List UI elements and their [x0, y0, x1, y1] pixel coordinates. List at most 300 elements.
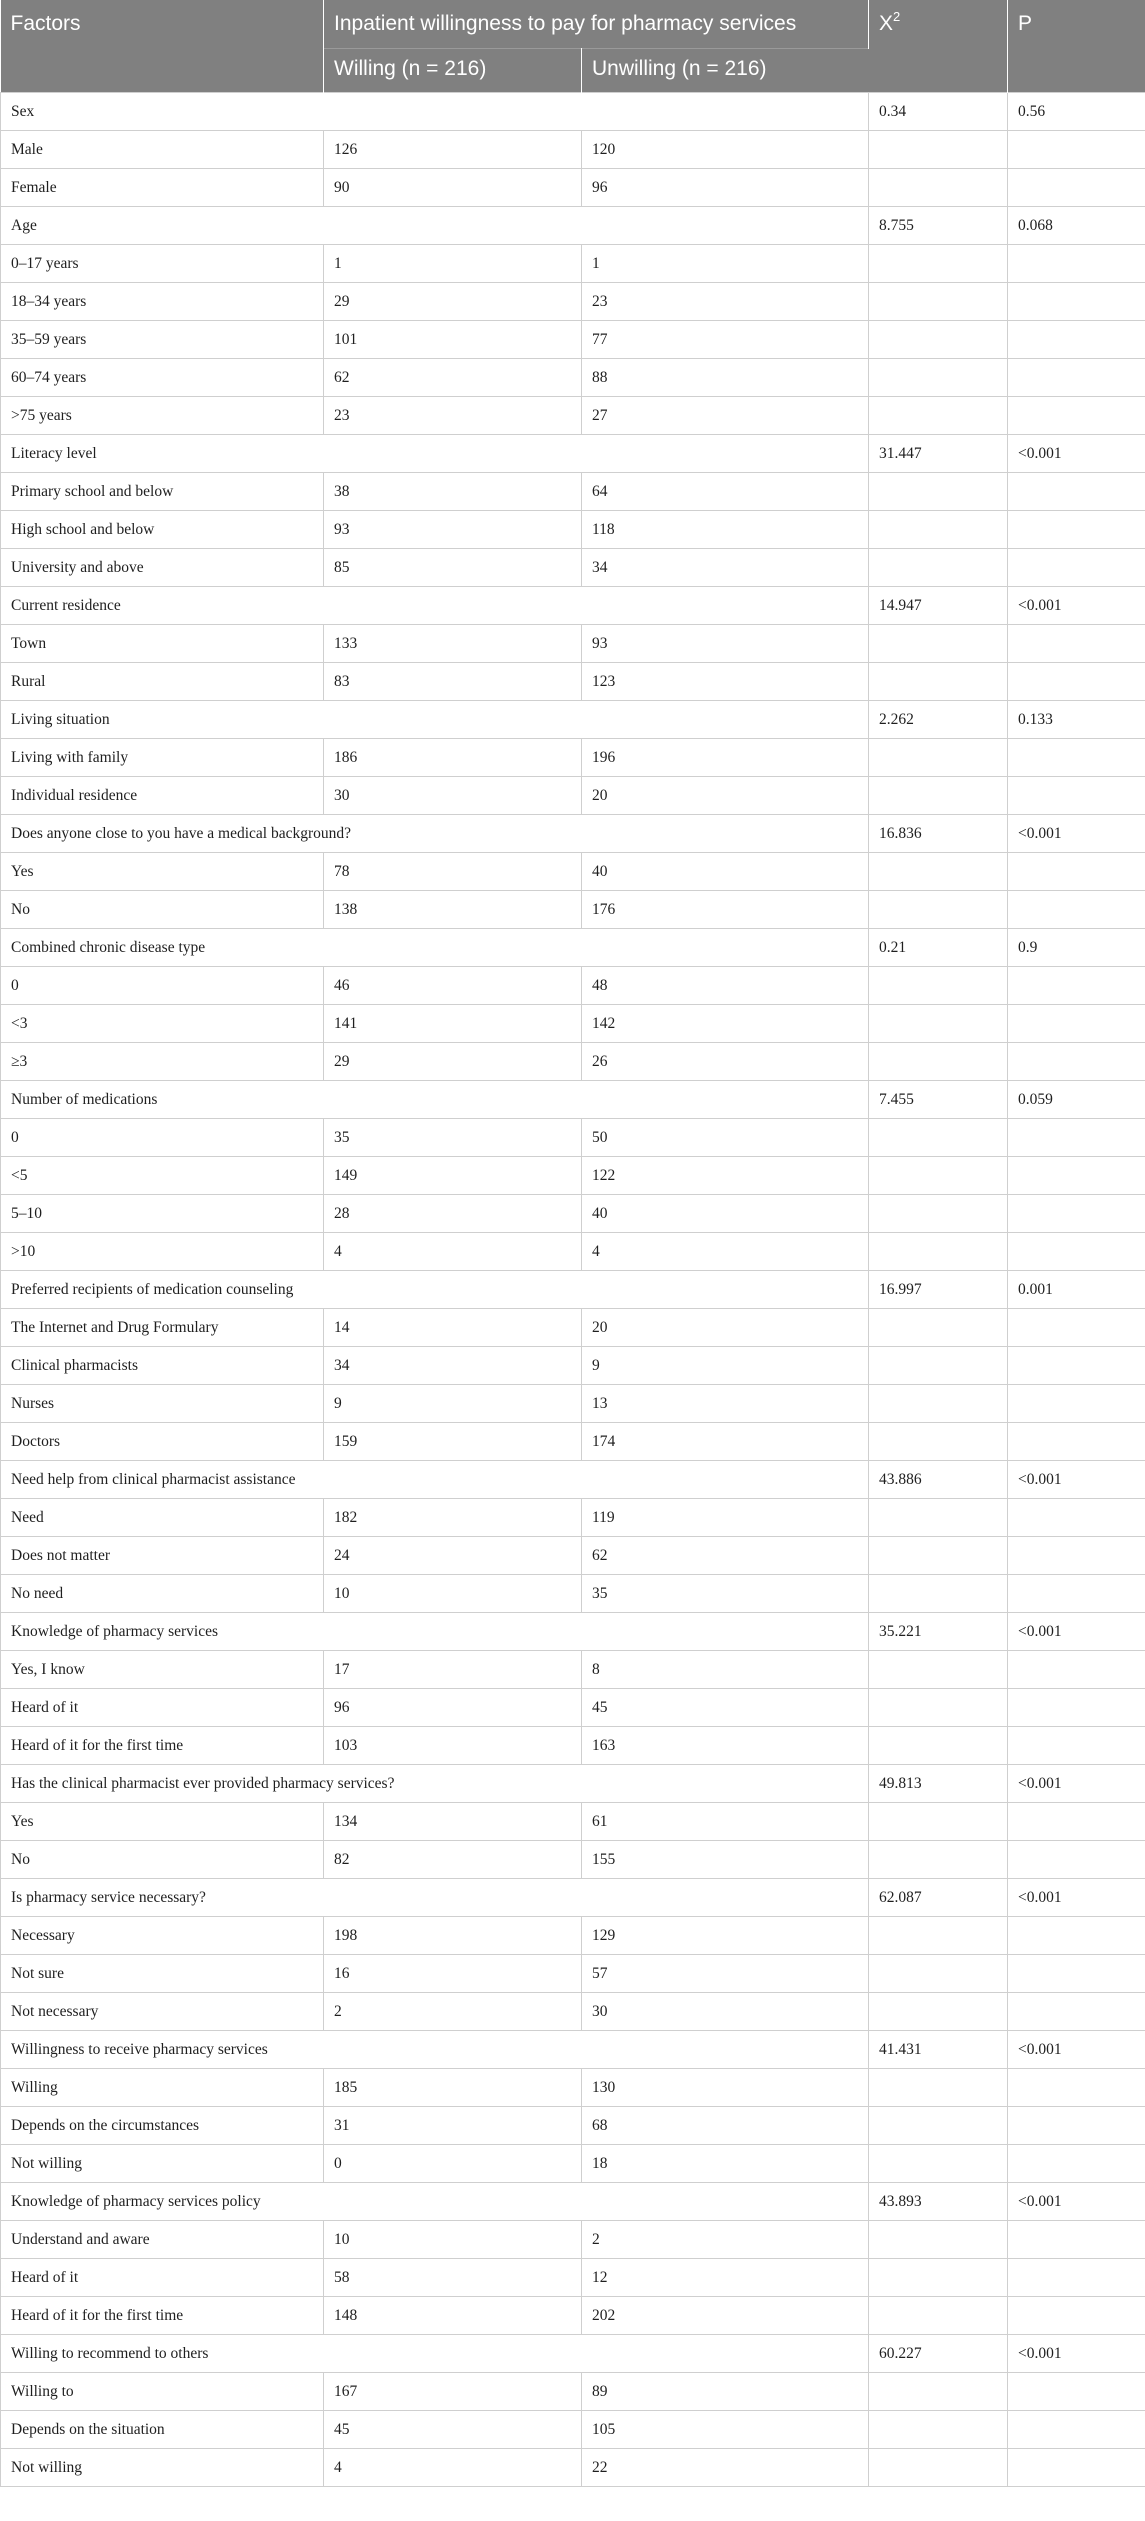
factor-group-row [1, 2335, 1145, 2373]
unwilling-count: 120 [582, 131, 869, 169]
empty-cell [869, 2069, 1008, 2107]
willing-count: 10 [324, 2221, 582, 2259]
empty-cell [869, 2411, 1008, 2449]
empty-cell [1008, 1841, 1145, 1879]
category-label: Nurses [1, 1385, 324, 1423]
willing-count: 10 [324, 1575, 582, 1613]
empty-cell [869, 169, 1008, 207]
willing-count: 14 [324, 1309, 582, 1347]
willing-count: 28 [324, 1195, 582, 1233]
table-row [1, 967, 1145, 1005]
willing-count: 83 [324, 663, 582, 701]
p-value: <0.001 [1008, 2183, 1145, 2221]
willing-count: 198 [324, 1917, 582, 1955]
table-row [1, 473, 1145, 511]
chi-square-value: 16.997 [869, 1271, 1008, 1309]
empty-cell [1008, 2221, 1145, 2259]
category-label: Willing [1, 2069, 324, 2107]
factor-label: Is pharmacy service necessary? [1, 1879, 869, 1917]
empty-cell [1008, 321, 1145, 359]
unwilling-count: 142 [582, 1005, 869, 1043]
willing-count: 96 [324, 1689, 582, 1727]
willing-count: 90 [324, 169, 582, 207]
category-label: <5 [1, 1157, 324, 1195]
empty-cell [1008, 1917, 1145, 1955]
table-row [1, 1309, 1145, 1347]
category-label: >10 [1, 1233, 324, 1271]
empty-cell [1008, 1347, 1145, 1385]
unwilling-count: 34 [582, 549, 869, 587]
factor-label: Has the clinical pharmacist ever provided pharmacy services? [1, 1765, 869, 1803]
empty-cell [869, 283, 1008, 321]
table-row [1, 1157, 1145, 1195]
empty-cell [869, 1195, 1008, 1233]
empty-cell [869, 1955, 1008, 1993]
willing-count: 93 [324, 511, 582, 549]
willing-count: 82 [324, 1841, 582, 1879]
category-label: 35–59 years [1, 321, 324, 359]
p-value: 0.068 [1008, 207, 1145, 245]
empty-cell [869, 1651, 1008, 1689]
factor-group-row [1, 1765, 1145, 1803]
empty-cell [869, 1575, 1008, 1613]
chi-square-value: 62.087 [869, 1879, 1008, 1917]
p-value: <0.001 [1008, 815, 1145, 853]
empty-cell [1008, 1195, 1145, 1233]
willing-count: 23 [324, 397, 582, 435]
empty-cell [1008, 1043, 1145, 1081]
factor-group-row [1, 1879, 1145, 1917]
category-label: Understand and aware [1, 2221, 324, 2259]
willing-count: 31 [324, 2107, 582, 2145]
factor-label: Willingness to receive pharmacy services [1, 2031, 869, 2069]
willing-count: 78 [324, 853, 582, 891]
empty-cell [1008, 1119, 1145, 1157]
factor-group-row [1, 1461, 1145, 1499]
unwilling-count: 155 [582, 1841, 869, 1879]
empty-cell [1008, 625, 1145, 663]
willing-column-header: Willing (n = 216) [324, 49, 582, 93]
unwilling-count: 23 [582, 283, 869, 321]
factor-group-row [1, 207, 1145, 245]
empty-cell [869, 1727, 1008, 1765]
empty-cell [1008, 131, 1145, 169]
table-row [1, 777, 1145, 815]
table-row [1, 359, 1145, 397]
unwilling-count: 40 [582, 1195, 869, 1233]
unwilling-count: 18 [582, 2145, 869, 2183]
willing-count: 149 [324, 1157, 582, 1195]
p-value: <0.001 [1008, 435, 1145, 473]
chi-square-value: 8.755 [869, 207, 1008, 245]
willing-count: 141 [324, 1005, 582, 1043]
table-row [1, 625, 1145, 663]
factor-group-row [1, 2183, 1145, 2221]
factor-group-row [1, 929, 1145, 967]
category-label: Primary school and below [1, 473, 324, 511]
category-label: Living with family [1, 739, 324, 777]
table-row [1, 1917, 1145, 1955]
empty-cell [1008, 1423, 1145, 1461]
table-row [1, 1803, 1145, 1841]
table-row [1, 1347, 1145, 1385]
category-label: Heard of it [1, 2259, 324, 2297]
empty-cell [869, 1499, 1008, 1537]
willing-count: 1 [324, 245, 582, 283]
unwilling-count: 20 [582, 1309, 869, 1347]
chi-square-value: 35.221 [869, 1613, 1008, 1651]
empty-cell [869, 2145, 1008, 2183]
chi-square-value: 41.431 [869, 2031, 1008, 2069]
table-row [1, 1005, 1145, 1043]
willing-count: 9 [324, 1385, 582, 1423]
category-label: High school and below [1, 511, 324, 549]
empty-cell [869, 1347, 1008, 1385]
unwilling-count: 22 [582, 2449, 869, 2487]
table-row [1, 1233, 1145, 1271]
table-row [1, 1955, 1145, 1993]
category-label: Not willing [1, 2449, 324, 2487]
willing-count: 186 [324, 739, 582, 777]
empty-cell [869, 663, 1008, 701]
empty-cell [869, 967, 1008, 1005]
factor-group-row [1, 1271, 1145, 1309]
table-row [1, 891, 1145, 929]
category-label: Yes [1, 853, 324, 891]
table-row [1, 2411, 1145, 2449]
unwilling-count: 30 [582, 1993, 869, 2031]
category-label: Depends on the situation [1, 2411, 324, 2449]
empty-cell [1008, 1385, 1145, 1423]
empty-cell [869, 1157, 1008, 1195]
category-label: Doctors [1, 1423, 324, 1461]
table-row [1, 1537, 1145, 1575]
willing-count: 167 [324, 2373, 582, 2411]
empty-cell [1008, 967, 1145, 1005]
empty-cell [869, 1993, 1008, 2031]
table-row [1, 283, 1145, 321]
willing-count: 133 [324, 625, 582, 663]
unwilling-count: 105 [582, 2411, 869, 2449]
table-row [1, 1841, 1145, 1879]
table-row [1, 245, 1145, 283]
empty-cell [869, 2259, 1008, 2297]
category-label: 60–74 years [1, 359, 324, 397]
unwilling-count: 88 [582, 359, 869, 397]
factor-group-row [1, 2031, 1145, 2069]
category-label: No [1, 1841, 324, 1879]
willing-count: 46 [324, 967, 582, 1005]
unwilling-count: 196 [582, 739, 869, 777]
p-value: 0.56 [1008, 93, 1145, 131]
empty-cell [869, 1537, 1008, 1575]
table-row [1, 321, 1145, 359]
category-label: 0–17 years [1, 245, 324, 283]
category-label: ≥3 [1, 1043, 324, 1081]
willing-count: 58 [324, 2259, 582, 2297]
empty-cell [869, 321, 1008, 359]
category-label: 18–34 years [1, 283, 324, 321]
category-label: Heard of it for the first time [1, 2297, 324, 2335]
table-row [1, 1727, 1145, 1765]
empty-cell [1008, 891, 1145, 929]
category-label: Not sure [1, 1955, 324, 1993]
empty-cell [1008, 511, 1145, 549]
table-row [1, 663, 1145, 701]
willing-count: 0 [324, 2145, 582, 2183]
table-row [1, 2297, 1145, 2335]
empty-cell [1008, 1309, 1145, 1347]
table-row [1, 549, 1145, 587]
unwilling-count: 163 [582, 1727, 869, 1765]
factor-label: Knowledge of pharmacy services policy [1, 2183, 869, 2221]
p-value: <0.001 [1008, 1879, 1145, 1917]
chi-square-value: 7.455 [869, 1081, 1008, 1119]
unwilling-count: 202 [582, 2297, 869, 2335]
empty-cell [1008, 397, 1145, 435]
table-row [1, 853, 1145, 891]
table-row [1, 169, 1145, 207]
empty-cell [1008, 2107, 1145, 2145]
unwilling-count: 48 [582, 967, 869, 1005]
empty-cell [1008, 1955, 1145, 1993]
chi-square-value: 0.34 [869, 93, 1008, 131]
empty-cell [1008, 2373, 1145, 2411]
empty-cell [869, 739, 1008, 777]
category-label: 5–10 [1, 1195, 324, 1233]
factor-group-row [1, 435, 1145, 473]
empty-cell [1008, 2449, 1145, 2487]
unwilling-count: 4 [582, 1233, 869, 1271]
category-label: Town [1, 625, 324, 663]
factor-label: Age [1, 207, 869, 245]
empty-cell [1008, 663, 1145, 701]
factor-label: Does anyone close to you have a medical background? [1, 815, 869, 853]
empty-cell [1008, 777, 1145, 815]
unwilling-count: 1 [582, 245, 869, 283]
willing-count: 4 [324, 2449, 582, 2487]
unwilling-count: 96 [582, 169, 869, 207]
willing-count: 35 [324, 1119, 582, 1157]
empty-cell [1008, 1005, 1145, 1043]
chi-square-value: 0.21 [869, 929, 1008, 967]
table-row [1, 2259, 1145, 2297]
table-row [1, 2449, 1145, 2487]
p-value: <0.001 [1008, 2031, 1145, 2069]
willing-count: 138 [324, 891, 582, 929]
factor-label: Literacy level [1, 435, 869, 473]
willing-count: 148 [324, 2297, 582, 2335]
table-row [1, 2373, 1145, 2411]
empty-cell [869, 777, 1008, 815]
empty-cell [869, 1917, 1008, 1955]
willing-count: 29 [324, 283, 582, 321]
p-value: <0.001 [1008, 587, 1145, 625]
chi-square-value: 14.947 [869, 587, 1008, 625]
unwilling-column-header: Unwilling (n = 216) [582, 49, 869, 93]
empty-cell [869, 1841, 1008, 1879]
willing-count: 134 [324, 1803, 582, 1841]
category-label: Clinical pharmacists [1, 1347, 324, 1385]
table-row [1, 739, 1145, 777]
empty-cell [869, 2297, 1008, 2335]
unwilling-count: 176 [582, 891, 869, 929]
category-label: Heard of it [1, 1689, 324, 1727]
category-label: Willing to [1, 2373, 324, 2411]
category-label: Need [1, 1499, 324, 1537]
p-value: <0.001 [1008, 1765, 1145, 1803]
table-row [1, 1993, 1145, 2031]
unwilling-count: 68 [582, 2107, 869, 2145]
unwilling-count: 35 [582, 1575, 869, 1613]
empty-cell [869, 891, 1008, 929]
empty-cell [1008, 1651, 1145, 1689]
unwilling-count: 9 [582, 1347, 869, 1385]
unwilling-count: 13 [582, 1385, 869, 1423]
category-label: Heard of it for the first time [1, 1727, 324, 1765]
willing-count: 4 [324, 1233, 582, 1271]
empty-cell [1008, 739, 1145, 777]
unwilling-count: 89 [582, 2373, 869, 2411]
empty-cell [1008, 359, 1145, 397]
empty-cell [1008, 245, 1145, 283]
chi-square-superscript: 2 [893, 9, 901, 24]
empty-cell [1008, 1233, 1145, 1271]
unwilling-count: 45 [582, 1689, 869, 1727]
unwilling-count: 26 [582, 1043, 869, 1081]
empty-cell [869, 549, 1008, 587]
unwilling-count: 20 [582, 777, 869, 815]
empty-cell [1008, 1537, 1145, 1575]
table-row [1, 1119, 1145, 1157]
category-label: Male [1, 131, 324, 169]
factor-label: Current residence [1, 587, 869, 625]
factor-label: Number of medications [1, 1081, 869, 1119]
empty-cell [1008, 2145, 1145, 2183]
factor-group-row [1, 701, 1145, 739]
empty-cell [1008, 1499, 1145, 1537]
willing-count: 38 [324, 473, 582, 511]
category-label: University and above [1, 549, 324, 587]
factor-label: Preferred recipients of medication counseling [1, 1271, 869, 1309]
empty-cell [869, 853, 1008, 891]
factor-label: Need help from clinical pharmacist assistance [1, 1461, 869, 1499]
willingness-group-header: Inpatient willingness to pay for pharmacy services [324, 0, 869, 49]
category-label: Not willing [1, 2145, 324, 2183]
empty-cell [869, 2449, 1008, 2487]
factor-label: Living situation [1, 701, 869, 739]
category-label: Yes, I know [1, 1651, 324, 1689]
p-value: <0.001 [1008, 1613, 1145, 1651]
category-label: 0 [1, 967, 324, 1005]
unwilling-count: 123 [582, 663, 869, 701]
empty-cell [1008, 283, 1145, 321]
category-label: Necessary [1, 1917, 324, 1955]
chi-square-value: 49.813 [869, 1765, 1008, 1803]
p-value: 0.059 [1008, 1081, 1145, 1119]
empty-cell [869, 2107, 1008, 2145]
category-label: Not necessary [1, 1993, 324, 2031]
empty-cell [869, 2221, 1008, 2259]
table-row [1, 2069, 1145, 2107]
unwilling-count: 8 [582, 1651, 869, 1689]
table-row [1, 1423, 1145, 1461]
empty-cell [869, 1309, 1008, 1347]
category-label: >75 years [1, 397, 324, 435]
table-body [1, 93, 1145, 2487]
chi-square-header [869, 0, 1008, 93]
empty-cell [1008, 1575, 1145, 1613]
empty-cell [1008, 2069, 1145, 2107]
empty-cell [869, 397, 1008, 435]
factor-group-row [1, 1081, 1145, 1119]
empty-cell [869, 131, 1008, 169]
unwilling-count: 64 [582, 473, 869, 511]
category-label: Does not matter [1, 1537, 324, 1575]
table-row [1, 131, 1145, 169]
category-label: Female [1, 169, 324, 207]
category-label: Yes [1, 1803, 324, 1841]
empty-cell [1008, 2297, 1145, 2335]
empty-cell [1008, 1157, 1145, 1195]
willing-count: 182 [324, 1499, 582, 1537]
willing-count: 16 [324, 1955, 582, 1993]
table-row [1, 1043, 1145, 1081]
unwilling-count: 62 [582, 1537, 869, 1575]
chi-square-value: 31.447 [869, 435, 1008, 473]
factor-group-row [1, 587, 1145, 625]
chi-square-value: 16.836 [869, 815, 1008, 853]
empty-cell [869, 1043, 1008, 1081]
category-label: Individual residence [1, 777, 324, 815]
willing-count: 34 [324, 1347, 582, 1385]
table-row [1, 1499, 1145, 1537]
unwilling-count: 93 [582, 625, 869, 663]
category-label: 0 [1, 1119, 324, 1157]
table-row [1, 2145, 1145, 2183]
factor-label: Sex [1, 93, 869, 131]
category-label: No [1, 891, 324, 929]
unwilling-count: 119 [582, 1499, 869, 1537]
empty-cell [1008, 2411, 1145, 2449]
category-label: Depends on the circumstances [1, 2107, 324, 2145]
chi-square-value: 60.227 [869, 2335, 1008, 2373]
p-value: 0.133 [1008, 701, 1145, 739]
unwilling-count: 57 [582, 1955, 869, 1993]
factors-header: Factors [1, 0, 324, 93]
empty-cell [869, 511, 1008, 549]
category-label: <3 [1, 1005, 324, 1043]
table-row [1, 2221, 1145, 2259]
empty-cell [869, 473, 1008, 511]
unwilling-count: 61 [582, 1803, 869, 1841]
table-row [1, 397, 1145, 435]
empty-cell [869, 1385, 1008, 1423]
table-row [1, 1575, 1145, 1613]
table-row [1, 1195, 1145, 1233]
factor-group-row [1, 1613, 1145, 1651]
empty-cell [1008, 473, 1145, 511]
unwilling-count: 130 [582, 2069, 869, 2107]
table-row [1, 511, 1145, 549]
empty-cell [869, 625, 1008, 663]
empty-cell [869, 1005, 1008, 1043]
chi-square-value: 43.893 [869, 2183, 1008, 2221]
table-row [1, 1651, 1145, 1689]
willing-count: 185 [324, 2069, 582, 2107]
table-row [1, 2107, 1145, 2145]
chi-square-value: 2.262 [869, 701, 1008, 739]
